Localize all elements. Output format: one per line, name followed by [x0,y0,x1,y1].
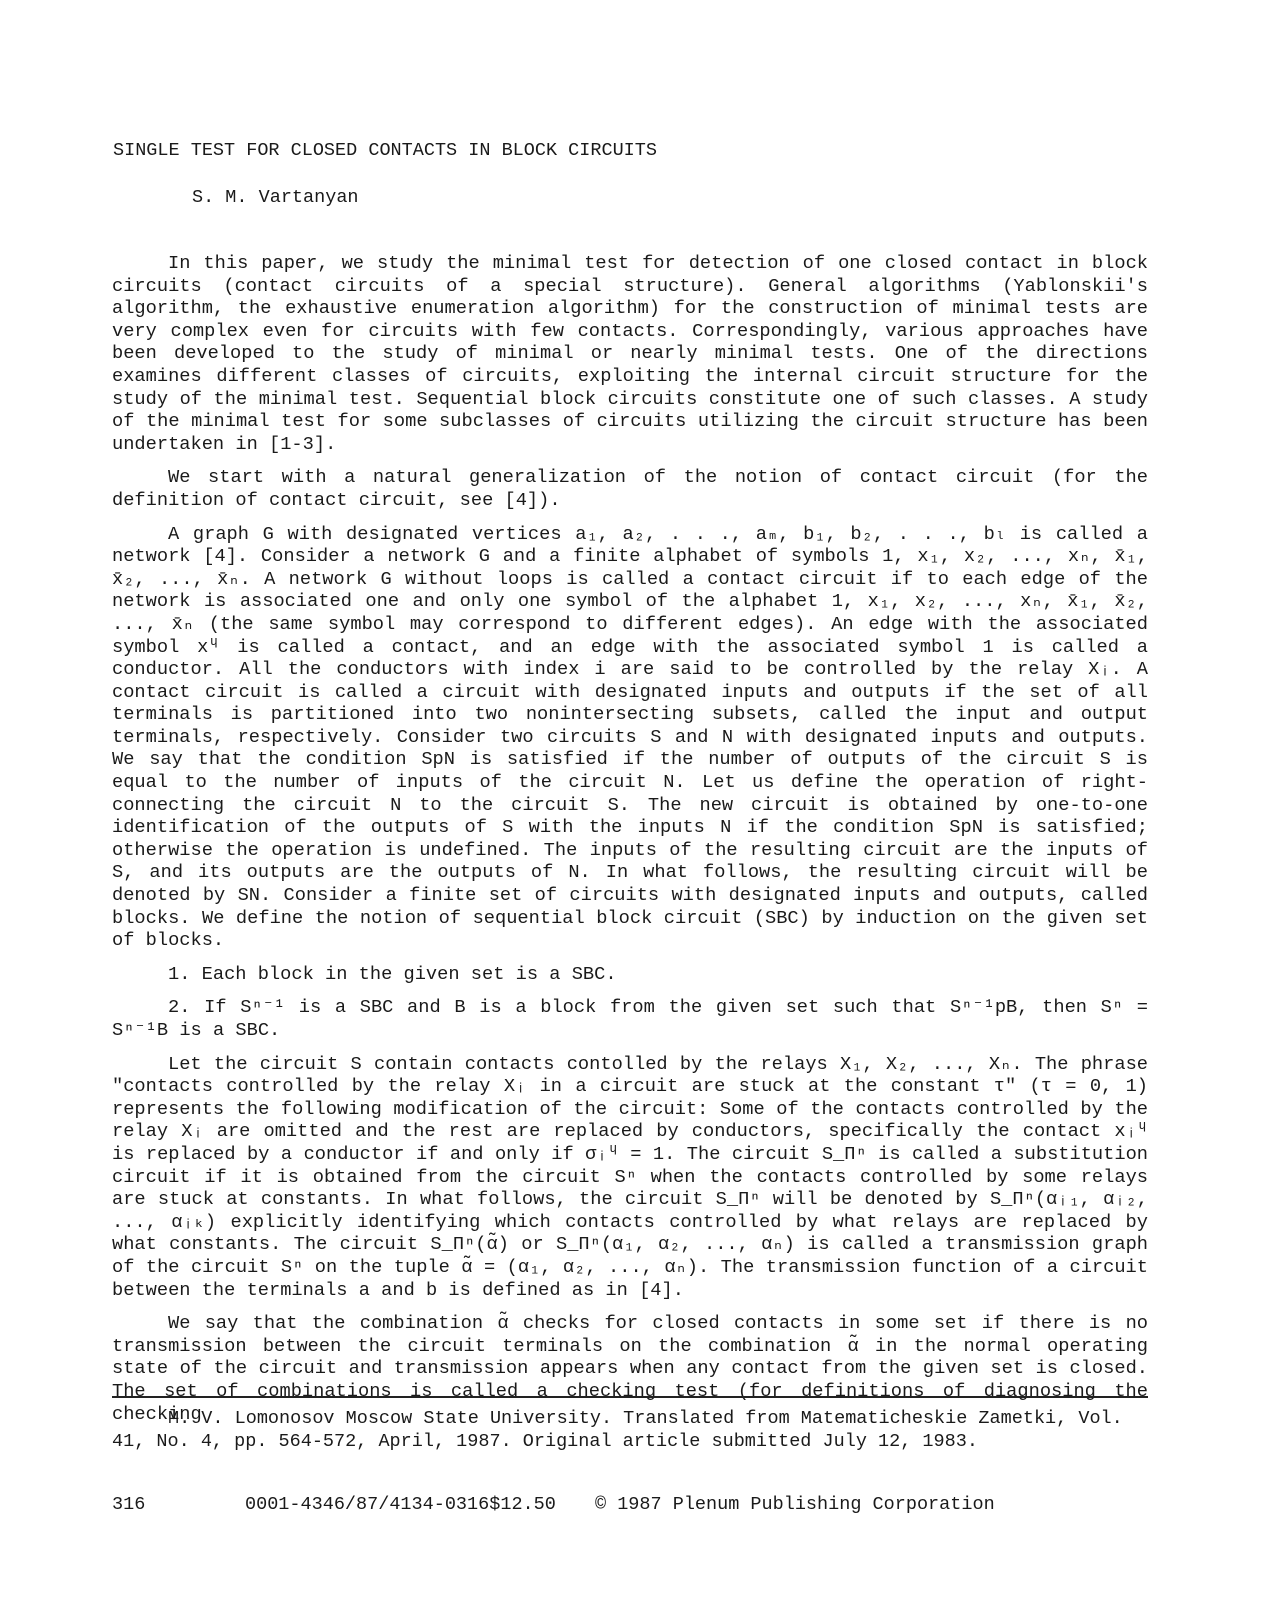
footnote-text: M. V. Lomonosov Moscow State University. Translated from Matematicheskie Zametki, Vol. 41, No. 4, pp. 564-572, April, 1987. Original article submitted July 12, 1983. [112,1408,1123,1452]
list-item: 1. Each block in the given set is a SBC. [168,962,617,985]
paragraph: We start with a natural generalization of the notion of contact circuit (for the definition of contact circuit, see [4]). [112,466,1148,511]
article-code: 0001-4346/87/4134-0316$12.50 [245,1494,556,1515]
paragraph: Let the circuit S contain contacts contolled by the relays X₁, X₂, ..., Xₙ. The phrase "contacts controlled by the relay Xᵢ in a circuit are stuck at the constant τ" (τ = 0, 1) represents the following modification of the circuit: Some of the contacts controlled by the relay Xᵢ are omitted and the rest are replaced by conductors, specifically the contact xᵢᶣ is replaced by a conductor if and only if σᵢᶣ = 1. The circuit S_Πⁿ is called a substitution circuit if it is obtained from the circuit Sⁿ when the contacts controlled by some relays are stuck at constants. In what follows, the circuit S_Πⁿ will be denoted by S_Πⁿ(αᵢ₁, αᵢ₂, ..., αᵢₖ) explicitly identifying which contacts controlled by what relays are replaced by what constants. The circuit S_Πⁿ(α̃) or S_Πⁿ(α₁, α₂, ..., αₙ) is called a transmission graph of the circuit Sⁿ on the tuple α̃ = (α₁, α₂, ..., αₙ). The transmission function of a circuit between the terminals a and b is defined as in [4]. [112,1052,1148,1301]
paragraph: We say that the combination α̃ checks for closed contacts in some set if there is no transmission between the circuit terminals on the combination α̃ in the normal operating state of the circuit and transmission appears when any contact from the given set is closed. The set of combinations is called a checking test (for definitions of diagnosing the checking [112,1312,1148,1425]
article-title: SINGLE TEST FOR CLOSED CONTACTS IN BLOCK CIRCUITS [113,140,657,161]
list-item: 2. If Sⁿ⁻¹ is a SBC and B is a block from the given set such that Sⁿ⁻¹pB, then Sⁿ = Sⁿ⁻¹B is a SBC. [112,996,1148,1041]
copyright-line: © 1987 Plenum Publishing Corporation [595,1494,995,1515]
paragraph: A graph G with designated vertices a₁, a₂, . . ., aₘ, b₁, b₂, . . ., bₗ is called a network [4]. Consider a network G and a finite alphabet of symbols 1, x₁, x₂, ..., xₙ, x̄₁, x̄₂, ..., x̄ₙ. A network G without loops is called a contact circuit if to each edge of the network is associated one and only one symbol of the alphabet 1, x₁, x₂, ..., xₙ, x̄₁, x̄₂, ..., x̄ₙ (the same symbol may correspond to different edges). An edge with the associated symbol xᶣ is called a contact, and an edge with the associated symbol 1 is called a conductor. All the conductors with index i are said to be controlled by the relay Xᵢ. A contact circuit is called a circuit with designated inputs and outputs if the set of all terminals is partitioned into two nonintersecting subsets, called the input and output terminals, respectively. Consider two circuits S and N with designated inputs and outputs. We say that the condition SpN is satisfied if the number of outputs of the circuit S is equal to the number of inputs of the circuit N. Let us define the operation of right-connecting the circuit N to the circuit S. The new circuit is obtained by one-to-one identification of the outputs of S with the inputs N if the condition SpN is satisfied; otherwise the operation is undefined. The inputs of the resulting circuit are the inputs of S, and its outputs are the outputs of N. In what follows, the resulting circuit will be denoted by SN. Consider a finite set of circuits with designated inputs and outputs, called blocks. We define the notion of sequential block circuit (SBC) by induction on the given set of blocks. [112,522,1148,952]
footnote-divider [112,1396,1148,1398]
paragraph: In this paper, we study the minimal test for detection of one closed contact in block circuits (contact circuits of a special structure). General algorithms (Yablonskii's algorithm, the exhaustive enumeration algorithm) for the construction of minimal tests are very complex even for circuits with few contacts. Correspondingly, various approaches have been developed to the study of minimal or nearly minimal tests. One of the directions examines different classes of circuits, exploiting the internal circuit structure for the study of the minimal test. Sequential block circuits constitute one of such classes. A study of the minimal test for some subclasses of circuits utilizing the circuit structure has been undertaken in [1-3]. [112,252,1148,455]
author-name: S. M. Vartanyan [192,187,359,208]
page-number: 316 [112,1494,146,1515]
footnote [112,1408,1148,1453]
article-body [112,252,1148,1425]
